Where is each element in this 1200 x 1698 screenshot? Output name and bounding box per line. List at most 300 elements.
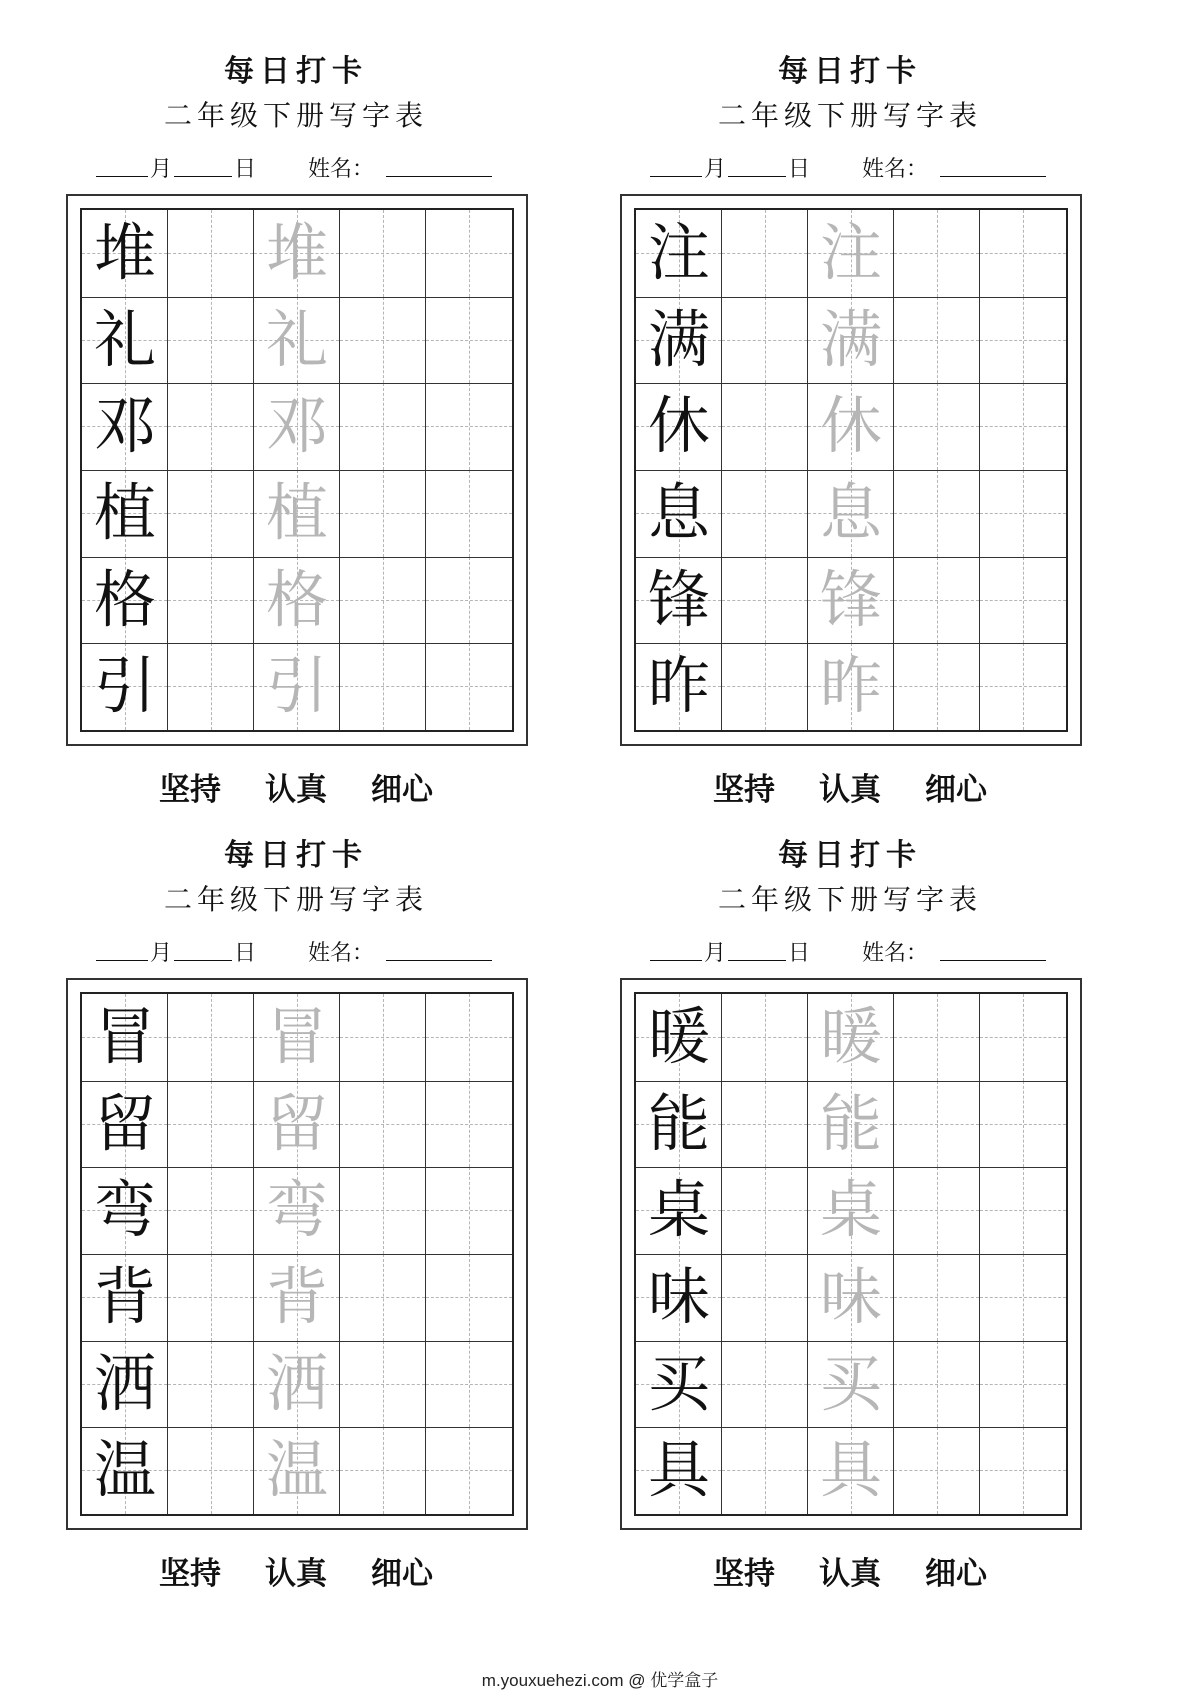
trace-char-cell — [808, 1167, 894, 1254]
trace-char-cell — [808, 383, 894, 470]
guide-line-horizontal — [980, 1297, 1066, 1298]
writing-cell[interactable] — [894, 1427, 980, 1514]
motto-word: 认真 — [265, 772, 327, 808]
writing-cell[interactable] — [722, 643, 808, 730]
guide-line-horizontal — [980, 513, 1066, 514]
row-divider — [82, 297, 512, 298]
name-blank[interactable] — [940, 936, 1046, 961]
model-char-cell — [82, 383, 168, 470]
trace-character: 能 — [819, 1086, 882, 1160]
model-char-cell — [636, 210, 722, 297]
writing-cell[interactable] — [340, 1254, 426, 1341]
writing-cell[interactable] — [340, 1427, 426, 1514]
guide-line-horizontal — [168, 1124, 253, 1125]
trace-character: 留 — [265, 1086, 328, 1160]
writing-cell[interactable] — [340, 1341, 426, 1428]
writing-cell[interactable] — [340, 383, 426, 470]
writing-cell[interactable] — [722, 1341, 808, 1428]
guide-line-horizontal — [894, 513, 979, 514]
trace-character: 温 — [265, 1433, 328, 1507]
writing-cell[interactable] — [340, 1081, 426, 1168]
model-char-cell — [82, 994, 168, 1081]
model-character: 注 — [647, 216, 710, 289]
grid-row — [636, 557, 1066, 644]
trace-char-cell — [808, 297, 894, 384]
writing-cell[interactable] — [426, 1254, 512, 1341]
card-title: 每日打卡 — [778, 838, 922, 873]
month-blank[interactable] — [96, 936, 148, 961]
writing-cell[interactable] — [722, 1167, 808, 1254]
guide-line-horizontal — [980, 426, 1066, 427]
day-blank[interactable] — [728, 152, 786, 177]
tian-zi-grid — [634, 208, 1068, 732]
writing-cell[interactable] — [980, 470, 1066, 557]
guide-line-horizontal — [894, 600, 979, 601]
model-char-cell — [636, 1167, 722, 1254]
writing-cell[interactable] — [168, 994, 254, 1081]
card-subtitle: 二年级下册写字表 — [717, 883, 982, 916]
writing-cell[interactable] — [168, 1254, 254, 1341]
trace-character: 锋 — [819, 562, 882, 636]
writing-cell[interactable] — [722, 210, 808, 297]
month-label: 月 — [704, 157, 727, 182]
grid-frame — [620, 194, 1082, 746]
writing-cell[interactable] — [980, 1081, 1066, 1168]
trace-char-cell — [254, 470, 340, 557]
motto-word: 坚持 — [713, 772, 775, 808]
row-divider — [82, 643, 512, 644]
writing-cell[interactable] — [340, 994, 426, 1081]
model-char-cell — [636, 1427, 722, 1514]
writing-cell[interactable] — [340, 297, 426, 384]
writing-cell[interactable] — [722, 1081, 808, 1168]
writing-cell[interactable] — [340, 1167, 426, 1254]
guide-line-horizontal — [722, 1470, 807, 1471]
model-char-cell — [636, 994, 722, 1081]
writing-cell[interactable] — [980, 297, 1066, 384]
card-title: 每日打卡 — [224, 54, 368, 89]
writing-cell[interactable] — [340, 643, 426, 730]
model-character: 植 — [93, 476, 156, 549]
trace-char-cell — [254, 210, 340, 297]
writing-cell[interactable] — [894, 1081, 980, 1168]
writing-cell[interactable] — [980, 1167, 1066, 1254]
guide-line-horizontal — [980, 1384, 1066, 1385]
trace-char-cell — [808, 643, 894, 730]
trace-character: 息 — [819, 476, 882, 549]
trace-character: 桌 — [819, 1173, 882, 1247]
writing-cell[interactable] — [980, 1254, 1066, 1341]
name-label: 姓名： — [862, 157, 929, 182]
grid-row — [82, 1167, 512, 1254]
grid-row — [636, 1341, 1066, 1428]
motto-word: 细心 — [925, 772, 987, 808]
grid-row — [82, 994, 512, 1081]
guide-line-horizontal — [340, 253, 425, 254]
trace-char-cell — [808, 1427, 894, 1514]
guide-line-horizontal — [722, 1384, 807, 1385]
model-char-cell — [82, 1081, 168, 1168]
model-character: 背 — [93, 1260, 156, 1333]
guide-line-horizontal — [894, 686, 979, 687]
guide-line-horizontal — [980, 1470, 1066, 1471]
guide-line-horizontal — [980, 1124, 1066, 1125]
model-character: 洒 — [93, 1346, 156, 1420]
model-char-cell — [636, 297, 722, 384]
writing-cell[interactable] — [894, 297, 980, 384]
guide-line-horizontal — [340, 513, 425, 514]
guide-line-horizontal — [426, 1210, 512, 1211]
writing-cell[interactable] — [426, 1341, 512, 1428]
guide-line-horizontal — [340, 1124, 425, 1125]
guide-line-horizontal — [426, 253, 512, 254]
model-char-cell — [82, 557, 168, 644]
motto-word: 坚持 — [713, 1556, 775, 1592]
guide-line-horizontal — [168, 1470, 253, 1471]
writing-cell[interactable] — [980, 994, 1066, 1081]
motto-line — [620, 1548, 1080, 1593]
card-title: 每日打卡 — [778, 54, 922, 89]
motto-word: 细心 — [371, 772, 433, 808]
writing-cell[interactable] — [168, 1427, 254, 1514]
date-name-line — [66, 152, 526, 186]
writing-cell[interactable] — [980, 643, 1066, 730]
guide-line-horizontal — [894, 253, 979, 254]
writing-cell[interactable] — [426, 470, 512, 557]
grid-row — [636, 470, 1066, 557]
day-label: 日 — [234, 157, 257, 182]
trace-char-cell — [808, 557, 894, 644]
guide-line-horizontal — [722, 1124, 807, 1125]
trace-char-cell — [254, 1341, 340, 1428]
row-divider — [636, 383, 1066, 384]
day-blank[interactable] — [728, 936, 786, 961]
motto-word: 细心 — [925, 1556, 987, 1592]
guide-line-horizontal — [722, 1037, 807, 1038]
trace-char-cell — [254, 1081, 340, 1168]
name-blank[interactable] — [940, 152, 1046, 177]
model-character: 息 — [647, 476, 710, 549]
guide-line-horizontal — [722, 600, 807, 601]
writing-cell[interactable] — [722, 383, 808, 470]
trace-char-cell — [808, 1254, 894, 1341]
writing-cell[interactable] — [894, 557, 980, 644]
writing-cell[interactable] — [722, 297, 808, 384]
guide-line-horizontal — [168, 600, 253, 601]
writing-cell[interactable] — [340, 557, 426, 644]
model-char-cell — [636, 470, 722, 557]
guide-line-horizontal — [426, 1384, 512, 1385]
grid-row — [636, 643, 1066, 730]
month-blank[interactable] — [650, 152, 702, 177]
guide-line-horizontal — [894, 1210, 979, 1211]
model-character: 休 — [647, 389, 710, 463]
guide-line-horizontal — [340, 340, 425, 341]
grid-row — [636, 1254, 1066, 1341]
writing-cell[interactable] — [894, 1254, 980, 1341]
month-label: 月 — [150, 941, 173, 966]
guide-line-horizontal — [980, 1037, 1066, 1038]
motto-word: 认真 — [819, 1556, 881, 1592]
guide-line-horizontal — [722, 426, 807, 427]
guide-line-horizontal — [894, 1297, 979, 1298]
grid-row — [636, 994, 1066, 1081]
row-divider — [636, 297, 1066, 298]
model-character: 味 — [647, 1260, 710, 1333]
writing-cell[interactable] — [980, 383, 1066, 470]
guide-line-horizontal — [168, 253, 253, 254]
writing-cell[interactable] — [426, 557, 512, 644]
guide-line-horizontal — [980, 340, 1066, 341]
model-character: 买 — [647, 1346, 710, 1420]
writing-cell[interactable] — [426, 1081, 512, 1168]
writing-cell[interactable] — [426, 297, 512, 384]
guide-line-horizontal — [340, 1210, 425, 1211]
guide-line-horizontal — [168, 686, 253, 687]
grid-row — [82, 643, 512, 730]
footer-credit: m.youxuehezi.com @ 优学盒子 — [481, 1671, 719, 1690]
model-char-cell — [82, 470, 168, 557]
row-divider — [82, 1427, 512, 1428]
writing-cell[interactable] — [426, 210, 512, 297]
model-character: 满 — [647, 302, 710, 376]
month-blank[interactable] — [650, 936, 702, 961]
grid-row — [636, 1081, 1066, 1168]
model-char-cell — [636, 383, 722, 470]
row-divider — [82, 1341, 512, 1342]
trace-character: 洒 — [265, 1346, 328, 1420]
model-char-cell — [82, 1254, 168, 1341]
writing-cell[interactable] — [168, 383, 254, 470]
grid-row — [82, 1254, 512, 1341]
trace-char-cell — [808, 210, 894, 297]
trace-character: 背 — [265, 1260, 328, 1333]
writing-cell[interactable] — [980, 1341, 1066, 1428]
day-blank[interactable] — [174, 152, 232, 177]
trace-char-cell — [808, 470, 894, 557]
name-label: 姓名： — [308, 157, 375, 182]
card-title: 每日打卡 — [224, 838, 368, 873]
guide-line-horizontal — [722, 340, 807, 341]
writing-cell[interactable] — [980, 210, 1066, 297]
grid-row — [82, 1081, 512, 1168]
writing-cell[interactable] — [722, 994, 808, 1081]
model-char-cell — [636, 643, 722, 730]
model-char-cell — [82, 1427, 168, 1514]
trace-character: 冒 — [265, 1000, 328, 1073]
trace-character: 昨 — [819, 649, 882, 723]
trace-character: 满 — [819, 302, 882, 376]
grid-row — [82, 1427, 512, 1514]
practice-card — [620, 784, 1080, 1604]
practice-card — [66, 784, 526, 1604]
day-blank[interactable] — [174, 936, 232, 961]
trace-character: 邓 — [265, 389, 328, 463]
guide-line-horizontal — [340, 1297, 425, 1298]
writing-cell[interactable] — [722, 1254, 808, 1341]
row-divider — [636, 643, 1066, 644]
guide-line-horizontal — [340, 1384, 425, 1385]
row-divider — [636, 1081, 1066, 1082]
practice-card — [620, 0, 1080, 820]
model-char-cell — [82, 210, 168, 297]
guide-line-horizontal — [168, 513, 253, 514]
row-divider — [82, 1167, 512, 1168]
trace-char-cell — [254, 557, 340, 644]
grid-row — [82, 383, 512, 470]
writing-cell[interactable] — [894, 643, 980, 730]
guide-line-horizontal — [168, 340, 253, 341]
model-character: 留 — [93, 1086, 156, 1160]
guide-line-horizontal — [894, 340, 979, 341]
trace-char-cell — [808, 1341, 894, 1428]
model-character: 格 — [93, 562, 156, 636]
day-label: 日 — [788, 157, 811, 182]
trace-character: 格 — [265, 562, 328, 636]
writing-cell[interactable] — [168, 297, 254, 384]
writing-cell[interactable] — [426, 1427, 512, 1514]
name-blank[interactable] — [386, 152, 492, 177]
guide-line-horizontal — [426, 1037, 512, 1038]
row-divider — [636, 1341, 1066, 1342]
model-character: 冒 — [93, 1000, 156, 1073]
row-divider — [82, 470, 512, 471]
trace-character: 引 — [265, 649, 328, 723]
writing-cell[interactable] — [722, 470, 808, 557]
model-character: 堆 — [93, 216, 156, 289]
practice-card — [66, 0, 526, 820]
writing-cell[interactable] — [340, 210, 426, 297]
grid-frame — [620, 978, 1082, 1530]
grid-row — [82, 297, 512, 384]
writing-cell[interactable] — [894, 210, 980, 297]
grid-row — [636, 1167, 1066, 1254]
writing-cell[interactable] — [722, 1427, 808, 1514]
guide-line-horizontal — [722, 1297, 807, 1298]
writing-cell[interactable] — [168, 470, 254, 557]
motto-word: 认真 — [265, 1556, 327, 1592]
row-divider — [82, 1081, 512, 1082]
guide-line-horizontal — [340, 1470, 425, 1471]
guide-line-horizontal — [168, 426, 253, 427]
writing-cell[interactable] — [168, 557, 254, 644]
model-character: 弯 — [93, 1173, 156, 1247]
writing-cell[interactable] — [894, 470, 980, 557]
model-character: 锋 — [647, 562, 710, 636]
trace-character: 具 — [819, 1433, 882, 1507]
trace-char-cell — [254, 1427, 340, 1514]
writing-cell[interactable] — [168, 643, 254, 730]
trace-character: 暖 — [819, 1000, 882, 1073]
grid-frame — [66, 978, 528, 1530]
guide-line-horizontal — [722, 513, 807, 514]
writing-cell[interactable] — [894, 1341, 980, 1428]
guide-line-horizontal — [894, 1124, 979, 1125]
writing-cell[interactable] — [168, 1081, 254, 1168]
model-char-cell — [82, 1167, 168, 1254]
month-label: 月 — [150, 157, 173, 182]
month-blank[interactable] — [96, 152, 148, 177]
tian-zi-grid — [80, 992, 514, 1516]
card-subtitle: 二年级下册写字表 — [717, 99, 982, 132]
row-divider — [636, 1427, 1066, 1428]
guide-line-horizontal — [722, 686, 807, 687]
motto-word: 坚持 — [159, 1556, 221, 1592]
writing-cell[interactable] — [168, 1341, 254, 1428]
grid-row — [636, 210, 1066, 297]
guide-line-horizontal — [426, 513, 512, 514]
writing-cell[interactable] — [426, 1167, 512, 1254]
guide-line-horizontal — [426, 426, 512, 427]
writing-cell[interactable] — [426, 383, 512, 470]
guide-line-horizontal — [340, 426, 425, 427]
writing-cell[interactable] — [340, 470, 426, 557]
date-name-line — [620, 152, 1080, 186]
row-divider — [82, 383, 512, 384]
model-char-cell — [636, 557, 722, 644]
guide-line-horizontal — [168, 1384, 253, 1385]
guide-line-horizontal — [168, 1037, 253, 1038]
trace-char-cell — [808, 994, 894, 1081]
grid-row — [82, 210, 512, 297]
guide-line-horizontal — [980, 253, 1066, 254]
row-divider — [636, 557, 1066, 558]
guide-line-horizontal — [426, 686, 512, 687]
writing-cell[interactable] — [894, 1167, 980, 1254]
writing-cell[interactable] — [894, 383, 980, 470]
grid-row — [636, 297, 1066, 384]
model-character: 桌 — [647, 1173, 710, 1247]
guide-line-horizontal — [894, 1384, 979, 1385]
trace-char-cell — [254, 297, 340, 384]
tian-zi-grid — [80, 208, 514, 732]
trace-char-cell — [254, 383, 340, 470]
guide-line-horizontal — [980, 600, 1066, 601]
model-character: 邓 — [93, 389, 156, 463]
guide-line-horizontal — [168, 1297, 253, 1298]
writing-cell[interactable] — [722, 557, 808, 644]
writing-cell[interactable] — [168, 1167, 254, 1254]
trace-character: 买 — [819, 1346, 882, 1420]
tian-zi-grid — [634, 992, 1068, 1516]
name-label: 姓名： — [862, 941, 929, 966]
grid-row — [636, 1427, 1066, 1514]
model-char-cell — [82, 1341, 168, 1428]
writing-cell[interactable] — [426, 994, 512, 1081]
writing-cell[interactable] — [426, 643, 512, 730]
model-character: 礼 — [93, 302, 156, 376]
grid-row — [82, 1341, 512, 1428]
name-blank[interactable] — [386, 936, 492, 961]
writing-cell[interactable] — [168, 210, 254, 297]
writing-cell[interactable] — [894, 994, 980, 1081]
model-character: 能 — [647, 1086, 710, 1160]
trace-char-cell — [808, 1081, 894, 1168]
row-divider — [82, 1254, 512, 1255]
writing-cell[interactable] — [980, 1427, 1066, 1514]
guide-line-horizontal — [980, 1210, 1066, 1211]
model-char-cell — [636, 1081, 722, 1168]
writing-cell[interactable] — [980, 557, 1066, 644]
guide-line-horizontal — [426, 600, 512, 601]
trace-character: 味 — [819, 1260, 882, 1333]
model-char-cell — [82, 297, 168, 384]
trace-char-cell — [254, 1167, 340, 1254]
name-label: 姓名： — [308, 941, 375, 966]
guide-line-horizontal — [980, 686, 1066, 687]
day-label: 日 — [788, 941, 811, 966]
model-character: 具 — [647, 1433, 710, 1507]
